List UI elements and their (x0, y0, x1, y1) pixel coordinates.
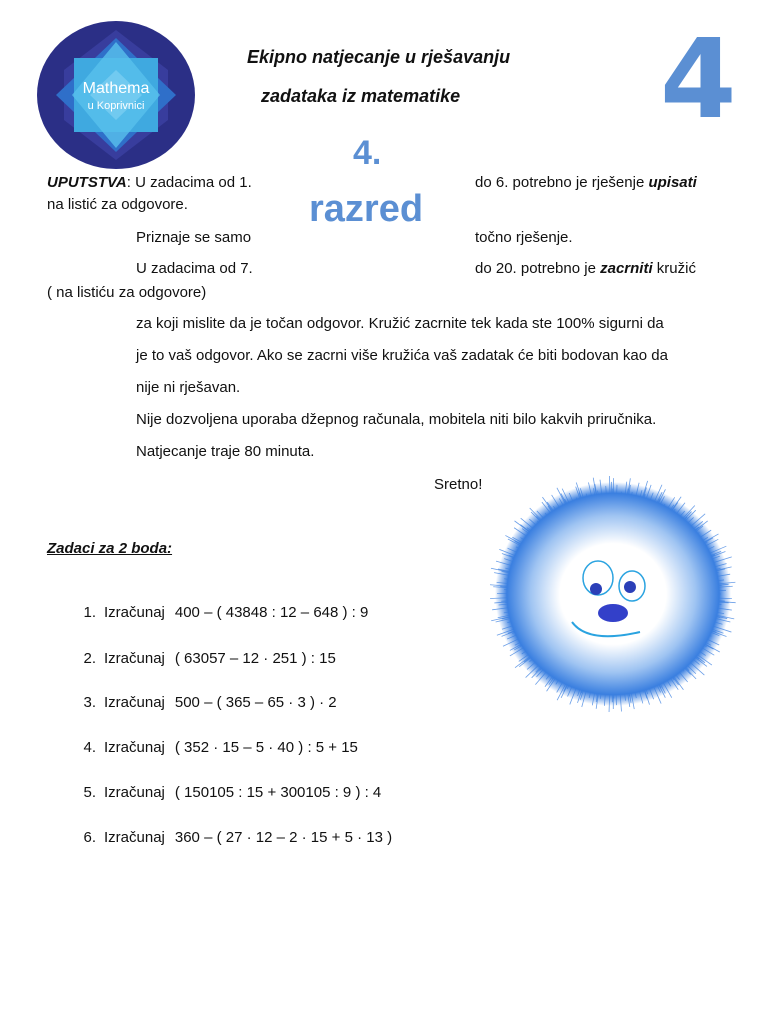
task-number: 3. (83, 694, 96, 711)
instructions-text-1b: do 6. potrebno je rješenje (475, 174, 649, 191)
grade-number: 4. (353, 134, 382, 172)
task-verb: Izračunaj (104, 784, 165, 801)
instructions-text-4b-tail: kružić (652, 260, 696, 277)
task-number: 2. (83, 650, 96, 667)
instructions-line-10: Natjecanje traje 80 minuta. (136, 443, 315, 460)
instructions-line-9: Nije dozvoljena uporaba džepnog računala, mobitela niti bilo kakvih priručnika. (136, 411, 657, 428)
good-luck-text: Sretno! (434, 476, 483, 493)
task-number: 1. (83, 604, 96, 621)
task-expression: 500 – ( 365 – 65 · 3 ) · 2 (174, 694, 337, 711)
grade-word: razred (309, 188, 424, 230)
task-number: 4. (83, 739, 96, 756)
instructions-line-3b: točno rješenje. (475, 229, 573, 246)
instructions-line-2: na listić za odgovore. (47, 196, 188, 213)
logo-text-main: Mathema (82, 80, 150, 97)
instructions-line-7: je to vaš odgovor. Ako se zacrni više kružića vaš zadatak će biti bodovan kao da (136, 347, 668, 364)
instructions-text-4b: do 20. potrebno je (475, 260, 601, 277)
task-verb: Izračunaj (104, 739, 165, 756)
task-item (74, 604, 368, 621)
task-item (74, 694, 337, 711)
mascot-illustration (488, 474, 738, 714)
instructions-line-6: za koji mislite da je točan odgovor. Kružić zacrnite tek kada ste 100% sigurni da (136, 315, 664, 332)
logo-text-sub: u Koprivnici (87, 100, 145, 112)
section-title: Zadaci za 2 boda: (47, 540, 173, 557)
instructions-line-3a: Priznaje se samo (136, 229, 252, 246)
task-verb: Izračunaj (104, 650, 165, 667)
mathema-logo (36, 20, 196, 170)
task-verb: Izračunaj (104, 604, 165, 621)
task-item (74, 650, 336, 667)
task-expression: ( 150105 : 15 + 300105 : 9 ) : 4 (174, 784, 382, 801)
title-line-1: Ekipno natjecanje u rješavanju (247, 47, 511, 67)
instructions-text-1a: : U zadacima od 1. (126, 174, 252, 191)
task-expression: ( 352 · 15 – 5 · 40 ) : 5 + 15 (174, 739, 358, 756)
instructions-line-4a: U zadacima od 7. (136, 260, 253, 277)
instructions-line-1b (475, 174, 697, 191)
task-expression: ( 63057 – 12 · 251 ) : 15 (174, 650, 336, 667)
instructions-label: UPUTSTVA (47, 174, 127, 191)
task-item (74, 784, 381, 801)
instructions-emphasis-zacrniti: zacrniti (600, 260, 653, 277)
task-number: 5. (83, 784, 96, 801)
instructions-line-4b (475, 260, 696, 277)
task-verb: Izračunaj (104, 829, 165, 846)
instructions-emphasis-upisati: upisati (648, 174, 697, 191)
instructions-line-5: ( na listiću za odgovore) (47, 284, 207, 301)
mascot-nose (598, 604, 628, 622)
task-number: 6. (83, 829, 96, 846)
instructions-line-8: nije ni rješavan. (136, 379, 241, 396)
fluffy-mascot (488, 474, 738, 714)
big-grade-number: 4 (660, 15, 737, 143)
task-verb: Izračunaj (104, 694, 165, 711)
task-expression: 400 – ( 43848 : 12 – 648 ) : 9 (174, 604, 369, 621)
title-line-2: zadataka iz matematike (261, 86, 461, 106)
task-item (74, 829, 392, 846)
task-item (74, 739, 358, 756)
task-expression: 360 – ( 27 · 12 – 2 · 15 + 5 · 13 ) (174, 829, 393, 846)
instructions-line-1a (47, 174, 252, 191)
